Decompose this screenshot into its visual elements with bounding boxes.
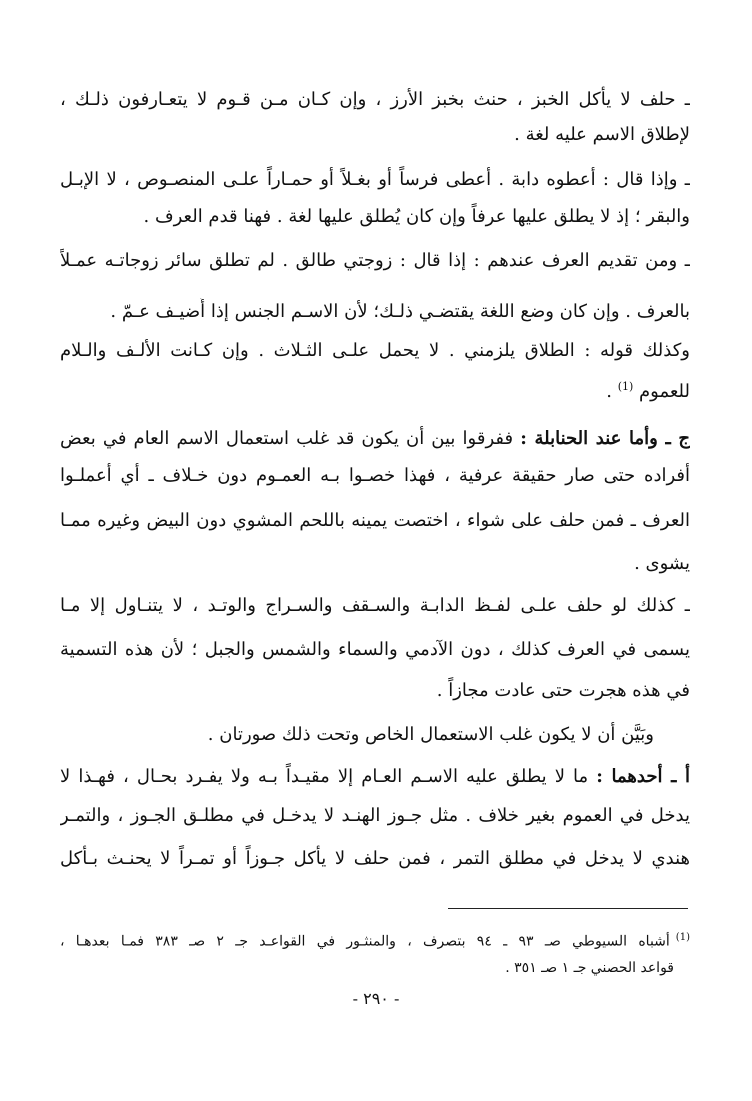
body-line: يدخل في العموم بغير خلاف . مثل جـوز الهنـد لا يدخـل في مطلـق الجـوز ، والتمـر — [60, 805, 690, 826]
section-lead-a: أ ـ أحدهما : — [596, 766, 690, 787]
body-line: بالعرف . وإن كان وضع اللغة يقتضـي ذلـك؛ لأن الاسـم الجنس إذا أُضيـف عـمّ . — [110, 301, 690, 322]
body-line: أفراده حتى صار حقيقة عرفية ، فهذا خصـوا بـه العمـوم دون خـلاف ـ أي أعملـوا — [60, 465, 690, 486]
body-line: يشوى . — [634, 553, 690, 574]
body-line: هندي لا يدخل في مطلق التمر ، فمن حلف لا يأكل جـوزاً أو تمـراً لا يحنـث بـأكل — [60, 848, 690, 869]
footnote-number: (1) — [675, 932, 690, 943]
body-line: في هذه هجرت حتى عادت مجازاً . — [436, 680, 690, 701]
body-line: ـ ومن تقديم العرف عندهم : إذا قال : زوجتي طالق . لم تطلق سائر زوجاتـه عمـلاً — [60, 250, 690, 271]
page-number: - ٢٩٠ - — [352, 989, 400, 1008]
footnote-reference: (1) — [617, 380, 634, 393]
body-line: وكذلك قوله : الطلاق يلزمني . لا يحمل علـى الثـلاث . وإن كـانت الألـف والـلام — [60, 340, 690, 361]
body-line: ج ـ وأما عند الحنابلة : ففرقوا بين أن يكون قد غلب استعمال الاسم العام في بعض — [60, 428, 690, 449]
body-line: ـ حلف لا يأكل الخبز ، حنث بخبز الأرز ، وإن كـان مـن قـوم لا يتعـارفون ذلـك ، — [60, 89, 690, 110]
body-line: أ ـ أحدهما : ما لا يطلق عليه الاسـم العـام إلا مقيـداً بـه ولا يفـرد بحـال ، فهـذا لا — [60, 766, 690, 787]
body-line: يسمى في العرف كذلك ، دون الآدمي والسماء والشمس والجبل ؛ لأن هذه التسمية — [60, 639, 690, 660]
body-line: للعموم $^{(1)}$ . — [606, 380, 690, 402]
body-line: وبَيَّن أن لا يكون غلب الاستعمال الخاص وتحت ذلك صورتان . — [207, 724, 654, 745]
footnote-separator — [448, 908, 688, 909]
body-line: ـ وإذا قال : أعطوه دابة . أعطى فرساً أو بغـلاً أو حمـاراً علـى المنصـوص ، لا الإبـل — [60, 169, 690, 190]
section-lead-c: ج ـ وأما عند الحنابلة : — [520, 428, 690, 449]
footnote-line: $^{(1)}$أشباه السيوطي صـ ٩٣ ـ ٩٤ بتصرف ، والمنثـور في القواعـد جـ ٢ صـ ٣٨٣ فمـا بعدهـا ، — [60, 932, 690, 950]
body-line: ـ كذلك لو حلف علـى لفـظ الدابـة والسـقف والسـراج والوتـد ، لا يتنـاول إلا مـا — [60, 595, 690, 616]
body-line: العرف ـ فمن حلف على شواء ، اختصت يمينه باللحم المشوي دون البيض وغيره ممـا — [60, 510, 690, 531]
body-line: والبقر ؛ إذ لا يطلق عليها عرفاً وإن كان يُطلق عليها لغة . فهنا قدم العرف . — [143, 206, 690, 227]
body-line: لإطلاق الاسم عليه لغة . — [514, 124, 690, 145]
footnote-line: قواعد الحصني جـ ١ صـ ٣٥١ . — [505, 960, 674, 976]
